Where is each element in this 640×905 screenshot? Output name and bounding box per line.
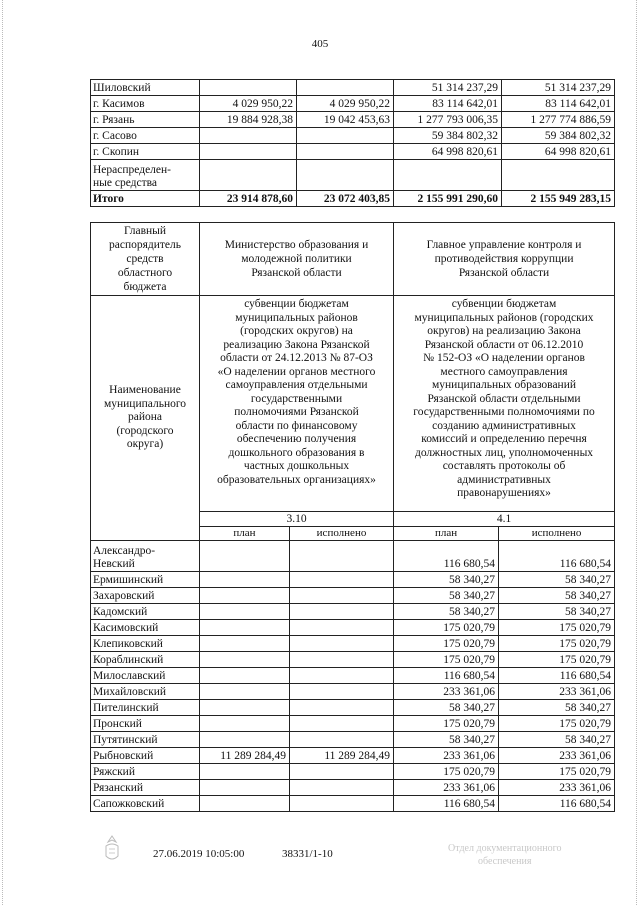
row-name [91, 160, 200, 191]
desc-line: субвенции бюджетам [451, 298, 557, 310]
header-line: областного [117, 267, 173, 279]
desc-line: (городских округов) на [240, 325, 353, 337]
cell-plan [200, 652, 290, 668]
table-row [91, 144, 615, 160]
desc-line: обеспечению получения [236, 433, 357, 445]
cell-plan: 83 114 642,01 [394, 96, 502, 112]
cell-plan: 116 680,54 [394, 541, 499, 572]
cell-plan: 116 680,54 [394, 668, 499, 684]
row-name-line: Нераспределен- [93, 164, 172, 176]
desc-line: Рязанской области отдельными [427, 392, 581, 405]
total-row [91, 191, 615, 207]
cell-plan [200, 541, 290, 572]
table-row [91, 112, 615, 128]
row-name: Рыбновский [91, 748, 200, 764]
cell-plan: 1 277 793 006,35 [394, 112, 502, 128]
cell-done [290, 780, 394, 796]
desc-line: муниципальных районов [235, 311, 358, 324]
description-row [91, 296, 615, 512]
table-row [91, 604, 615, 620]
label-line: муниципального [103, 397, 187, 410]
cell-plan [200, 684, 290, 700]
table-row [91, 620, 615, 636]
cell-plan [200, 700, 290, 716]
cell-done: 1 277 774 886,59 [502, 112, 615, 128]
cell-done: 233 361,06 [499, 780, 615, 796]
table-row [91, 572, 615, 588]
table-row [91, 96, 615, 112]
cell-done [297, 144, 394, 160]
table-row [91, 796, 615, 812]
cell-plan: 51 314 237,29 [394, 80, 502, 96]
desc-line: государственными полномочиями по [413, 406, 595, 418]
top-table [90, 79, 615, 207]
header-line: бюджета [123, 281, 167, 293]
desc-line: дошкольного образования в [228, 446, 365, 459]
cell-done: 233 361,06 [499, 748, 615, 764]
label-line: (городского [116, 424, 174, 437]
table-row [91, 668, 615, 684]
header-line: Главный [123, 225, 167, 237]
emblem-icon [100, 834, 124, 864]
cell-plan: 23 914 878,60 [200, 191, 297, 207]
header-line: распорядитель [108, 239, 182, 251]
cell-done: 175 020,79 [499, 716, 615, 732]
desc-line: субвенции бюджетам [244, 298, 349, 310]
cell-plan: 58 340,27 [394, 588, 499, 604]
cell-plan: 58 340,27 [394, 572, 499, 588]
row-name: Итого [91, 191, 200, 207]
cell-plan: 175 020,79 [394, 620, 499, 636]
row-name: г. Касимов [91, 96, 200, 112]
desc-line: правонарушениях» [457, 487, 551, 499]
cell-done: 233 361,06 [499, 684, 615, 700]
cell-done [290, 572, 394, 588]
label-line: района [127, 411, 163, 424]
table-row [91, 652, 615, 668]
cell-done: 58 340,27 [499, 604, 615, 620]
row-name: Ермишинский [91, 572, 200, 588]
row-name-line: Невский [93, 558, 135, 570]
cell-done: 116 680,54 [499, 541, 615, 572]
row-name-line: Александро- [93, 545, 156, 557]
scan-edge-right [636, 0, 638, 905]
cell-done [290, 604, 394, 620]
desc-line: должностных лиц, уполномоченных [414, 446, 594, 459]
cell-plan [200, 588, 290, 604]
row-name: Кадомский [91, 604, 200, 620]
cell-plan: 175 020,79 [394, 636, 499, 652]
cell-plan: 233 361,06 [394, 684, 499, 700]
cell-plan: 116 680,54 [394, 796, 499, 812]
cell-done: 58 340,27 [499, 700, 615, 716]
cell-plan [200, 572, 290, 588]
desc-line: № 152-ОЗ «О наделении органов [423, 352, 585, 364]
desc-line: частных дошкольных [243, 460, 350, 472]
cell-plan [200, 716, 290, 732]
table-row [91, 780, 615, 796]
plan-header: план [200, 527, 290, 541]
table-row [91, 684, 615, 700]
cell-done [297, 128, 394, 144]
row-name: Пителинский [91, 700, 200, 716]
registry-stamp [448, 842, 561, 868]
desc-line: созданию административных [432, 419, 576, 432]
table-row [91, 764, 615, 780]
row-name: Шиловский [91, 80, 200, 96]
header-line: Рязанской области [458, 267, 550, 279]
row-name: Путятинский [91, 732, 200, 748]
header-row [91, 223, 615, 296]
cell-plan: 11 289 284,49 [200, 748, 290, 764]
table-row [91, 128, 615, 144]
desc-line: государственными [250, 392, 343, 405]
cell-plan: 175 020,79 [394, 716, 499, 732]
row-name [91, 541, 200, 572]
row-name: Михайловский [91, 684, 200, 700]
cell-done: 23 072 403,85 [297, 191, 394, 207]
header-line: Главное управление контроля и [426, 239, 582, 251]
cell-plan [200, 160, 297, 191]
label-line: Наименование [109, 384, 181, 397]
cell-plan: 233 361,06 [394, 780, 499, 796]
cell-done: 83 114 642,01 [502, 96, 615, 112]
cell-done [290, 732, 394, 748]
desc-line: образовательных организациях» [217, 473, 376, 486]
cell-plan [200, 764, 290, 780]
cell-plan: 58 340,27 [394, 732, 499, 748]
desc-line: «О наделении органов местного [217, 365, 376, 378]
cell-done [290, 668, 394, 684]
cell-done [502, 160, 615, 191]
cell-done: 64 998 820,61 [502, 144, 615, 160]
header-anticorruption [394, 223, 615, 296]
cell-done [290, 652, 394, 668]
row-name: Рязанский [91, 780, 200, 796]
cell-plan [200, 604, 290, 620]
page-number: 405 [311, 38, 329, 50]
cell-done: 116 680,54 [499, 668, 615, 684]
cell-plan: 58 340,27 [394, 604, 499, 620]
cell-plan [200, 620, 290, 636]
cell-done: 175 020,79 [499, 764, 615, 780]
cell-done [290, 796, 394, 812]
table-row [91, 541, 615, 572]
desc-line: Рязанской области от 06.12.2010 [424, 338, 584, 351]
cell-done [290, 636, 394, 652]
label-line: округа) [126, 438, 164, 451]
cell-done: 175 020,79 [499, 636, 615, 652]
cell-plan [200, 732, 290, 748]
cell-done [290, 764, 394, 780]
cell-done [290, 700, 394, 716]
table-row [91, 80, 615, 96]
desc-line: местного самоуправления [440, 365, 568, 378]
header-line: Рязанской области [251, 267, 342, 279]
cell-done: 51 314 237,29 [502, 80, 615, 96]
row-name-line: ные средства [93, 177, 158, 189]
cell-done: 19 042 453,63 [297, 112, 394, 128]
header-line: противодействия коррупции [434, 253, 574, 265]
cell-plan [200, 780, 290, 796]
cell-plan: 58 340,27 [394, 700, 499, 716]
cell-plan: 59 384 802,32 [394, 128, 502, 144]
cell-plan: 64 998 820,61 [394, 144, 502, 160]
row-name: Пронский [91, 716, 200, 732]
cell-done: 11 289 284,49 [290, 748, 394, 764]
cell-done [290, 716, 394, 732]
cell-done: 175 020,79 [499, 652, 615, 668]
header-line: Министерство образования и [224, 239, 369, 251]
main-table [90, 222, 615, 812]
code-4-1: 4.1 [394, 512, 615, 527]
municipality-label [91, 296, 200, 541]
cell-plan: 175 020,79 [394, 764, 499, 780]
cell-done: 58 340,27 [499, 588, 615, 604]
cell-done [290, 541, 394, 572]
cell-plan [200, 636, 290, 652]
cell-plan: 2 155 991 290,60 [394, 191, 502, 207]
stamp-line: обеспечения [478, 856, 532, 867]
desc-line: составлять протоколы об [442, 460, 566, 472]
table-row [91, 160, 615, 191]
cell-done: 4 029 950,22 [297, 96, 394, 112]
header-ministry-education [200, 223, 394, 296]
table-row [91, 732, 615, 748]
cell-plan [200, 144, 297, 160]
header-budget-holder [91, 223, 200, 296]
desc-line: муниципальных районов (городских [414, 311, 594, 324]
cell-done: 2 155 949 283,15 [502, 191, 615, 207]
table-row [91, 700, 615, 716]
row-name: Сапожковский [91, 796, 200, 812]
row-name: г. Сасово [91, 128, 200, 144]
desc-line: административных [457, 473, 551, 486]
header-line: молодежной политики [241, 253, 352, 265]
desc-line: муниципальных образований [432, 379, 577, 391]
stamp-line: Отдел документационного [448, 843, 562, 854]
cell-plan: 175 020,79 [394, 652, 499, 668]
desc-line: реализацию Закона Рязанской [223, 338, 370, 351]
table-row [91, 588, 615, 604]
plan-header: план [394, 527, 499, 541]
cell-plan: 19 884 928,38 [200, 112, 297, 128]
done-header: исполнено [499, 527, 615, 541]
cell-done [297, 80, 394, 96]
table-row [91, 748, 615, 764]
subvention-description-4-1 [394, 296, 615, 512]
desc-line: самоуправления отдельными [225, 379, 368, 391]
table-row [91, 716, 615, 732]
table-row [91, 636, 615, 652]
footer-document-id: 38331/1-10 [282, 848, 333, 860]
footer-timestamp: 27.06.2019 10:05:00 [153, 848, 245, 860]
cell-done [290, 620, 394, 636]
cell-plan [200, 80, 297, 96]
cell-plan [200, 796, 290, 812]
cell-done: 175 020,79 [499, 620, 615, 636]
desc-line: округов) на реализацию Закона [427, 325, 581, 337]
cell-done: 58 340,27 [499, 572, 615, 588]
scan-edge-left [2, 0, 4, 905]
desc-line: области от 24.12.2013 № 87-ОЗ [220, 352, 373, 364]
row-name: Касимовский [91, 620, 200, 636]
row-name: Милославский [91, 668, 200, 684]
code-3-10: 3.10 [200, 512, 394, 527]
row-name: Клепиковский [91, 636, 200, 652]
cell-plan [394, 160, 502, 191]
cell-done [290, 684, 394, 700]
row-name: г. Скопин [91, 144, 200, 160]
cell-done: 58 340,27 [499, 732, 615, 748]
cell-done [290, 588, 394, 604]
header-line: средств [126, 253, 164, 265]
row-name: Ряжский [91, 764, 200, 780]
desc-line: комиссий и определению перечня [421, 433, 587, 445]
cell-plan: 4 029 950,22 [200, 96, 297, 112]
done-header: исполнено [290, 527, 394, 541]
cell-done: 116 680,54 [499, 796, 615, 812]
row-name: Кораблинский [91, 652, 200, 668]
subvention-description-3-10 [200, 296, 394, 512]
row-name: г. Рязань [91, 112, 200, 128]
desc-line: полномочиями Рязанской [234, 406, 359, 418]
cell-plan [200, 668, 290, 684]
cell-done: 59 384 802,32 [502, 128, 615, 144]
desc-line: области по финансовому [235, 419, 358, 432]
cell-done [297, 160, 394, 191]
row-name: Захаровский [91, 588, 200, 604]
cell-plan [200, 128, 297, 144]
cell-plan: 233 361,06 [394, 748, 499, 764]
